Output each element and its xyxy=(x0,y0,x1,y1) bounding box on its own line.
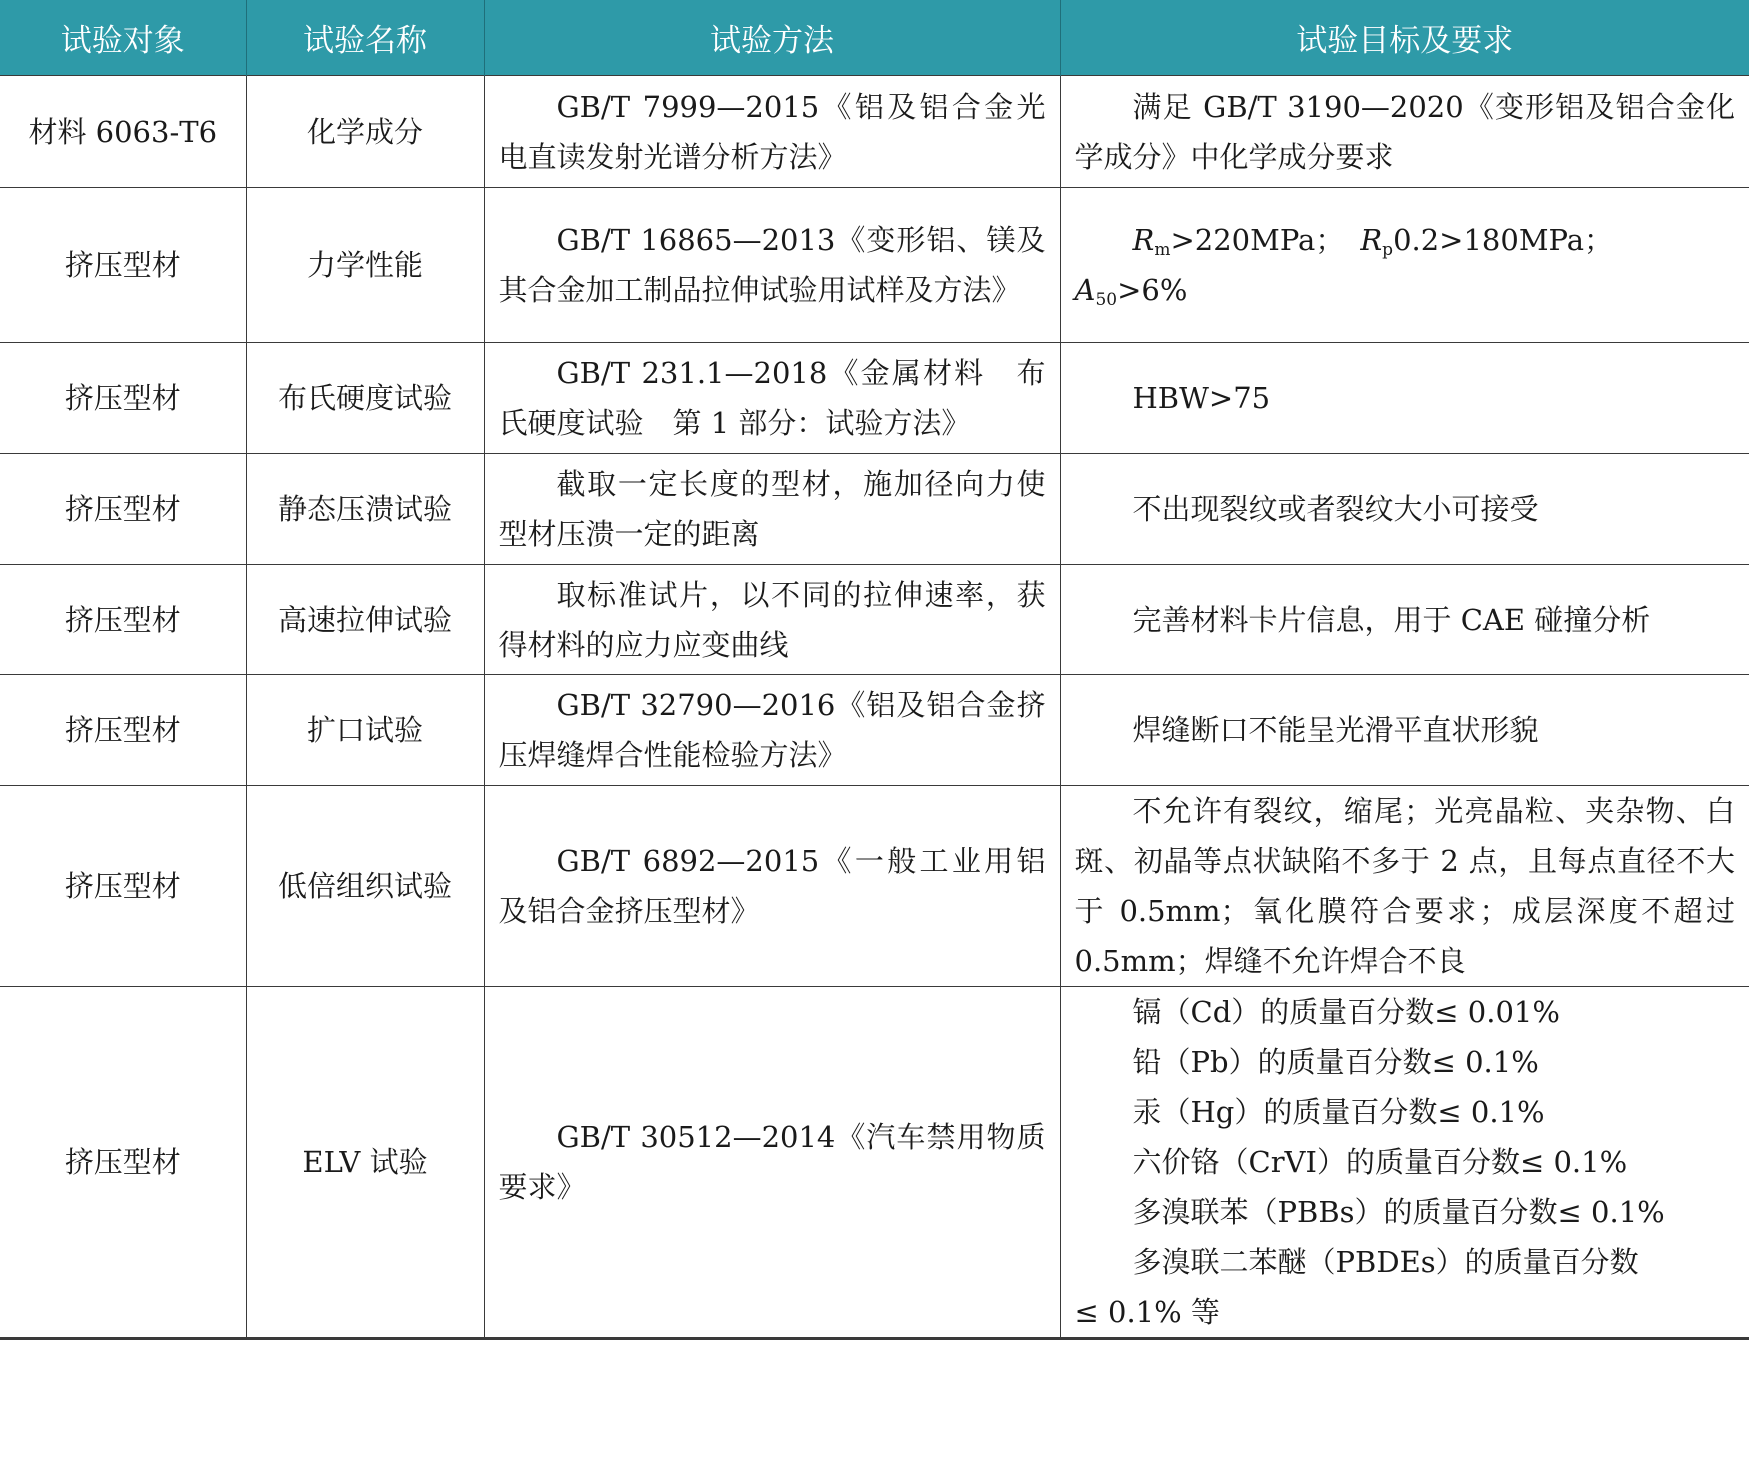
cell-target: 焊缝断口不能呈光滑平直状形貌 xyxy=(1060,675,1749,786)
cell-object: 挤压型材 xyxy=(0,675,246,786)
cell-method: GB/T 32790—2016《铝及铝合金挤压焊缝焊合性能检验方法》 xyxy=(484,675,1060,786)
cell-method: GB/T 7999—2015《铝及铝合金光电直读发射光谱分析方法》 xyxy=(484,76,1060,188)
rm-value: >220MPa； xyxy=(1170,223,1345,257)
cell-name: ELV 试验 xyxy=(246,987,484,1339)
a50-value: >6% xyxy=(1117,273,1188,307)
var-r: R xyxy=(1132,223,1155,257)
var-r: R xyxy=(1360,223,1383,257)
elv-line-pbdes: 多溴联二苯醚（PBDEs）的质量百分数 xyxy=(1132,1245,1639,1279)
sub-p: p xyxy=(1382,240,1394,260)
elv-line-hg: 汞（Hg）的质量百分数≤ 0.1% xyxy=(1132,1095,1545,1129)
elv-line-end: ≤ 0.1% 等 xyxy=(1074,1295,1220,1329)
cell-name: 低倍组织试验 xyxy=(246,786,484,987)
table-row xyxy=(0,188,1749,343)
var-a: A xyxy=(1074,273,1096,307)
cell-target: 满足 GB/T 3190—2020《变形铝及铝合金化学成分》中化学成分要求 xyxy=(1060,76,1749,188)
cell-name: 静态压溃试验 xyxy=(246,454,484,565)
header-name: 试验名称 xyxy=(246,0,484,76)
elv-line-cd: 镉（Cd）的质量百分数≤ 0.01% xyxy=(1132,995,1560,1029)
table-row xyxy=(0,675,1749,786)
header-object: 试验对象 xyxy=(0,0,246,76)
cell-target: HBW>75 xyxy=(1060,343,1749,454)
cell-target xyxy=(1060,188,1749,343)
header-method: 试验方法 xyxy=(484,0,1060,76)
cell-target: 不允许有裂纹，缩尾；光亮晶粒、夹杂物、白斑、初晶等点状缺陷不多于 2 点，且每点直径不大于 0.5mm；氧化膜符合要求；成层深度不超过 0.5mm；焊缝不允许焊合不良 xyxy=(1060,786,1749,987)
cell-object: 挤压型材 xyxy=(0,786,246,987)
cell-target xyxy=(1060,987,1749,1339)
table-row xyxy=(0,987,1749,1339)
sub-m: m xyxy=(1154,240,1171,260)
cell-object: 挤压型材 xyxy=(0,454,246,565)
cell-object: 挤压型材 xyxy=(0,343,246,454)
elv-line-pbbs: 多溴联苯（PBBs）的质量百分数≤ 0.1% xyxy=(1132,1195,1665,1229)
cell-name: 化学成分 xyxy=(246,76,484,188)
table-row xyxy=(0,76,1749,188)
cell-name: 布氏硬度试验 xyxy=(246,343,484,454)
cell-object: 挤压型材 xyxy=(0,188,246,343)
table-row xyxy=(0,343,1749,454)
cell-method: 截取一定长度的型材，施加径向力使型材压溃一定的距离 xyxy=(484,454,1060,565)
cell-object: 挤压型材 xyxy=(0,987,246,1339)
cell-target: 不出现裂纹或者裂纹大小可接受 xyxy=(1060,454,1749,565)
table-row xyxy=(0,786,1749,987)
elv-line-crvi: 六价铬（CrVI）的质量百分数≤ 0.1% xyxy=(1132,1145,1628,1179)
sub-50: 50 xyxy=(1095,290,1118,310)
cell-method: 取标准试片，以不同的拉伸速率，获得材料的应力应变曲线 xyxy=(484,565,1060,675)
header-row xyxy=(0,0,1749,76)
cell-method: GB/T 16865—2013《变形铝、镁及其合金加工制品拉伸试验用试样及方法》 xyxy=(484,188,1060,343)
cell-name: 力学性能 xyxy=(246,188,484,343)
header-target: 试验目标及要求 xyxy=(1060,0,1749,76)
cell-object: 挤压型材 xyxy=(0,565,246,675)
cell-method: GB/T 231.1—2018《金属材料 布氏硬度试验 第 1 部分：试验方法》 xyxy=(484,343,1060,454)
cell-method: GB/T 30512—2014《汽车禁用物质要求》 xyxy=(484,987,1060,1339)
cell-object: 材料 6063-T6 xyxy=(0,76,246,188)
cell-target: 完善材料卡片信息，用于 CAE 碰撞分析 xyxy=(1060,565,1749,675)
table-row xyxy=(0,454,1749,565)
cell-name: 扩口试验 xyxy=(246,675,484,786)
table-row xyxy=(0,565,1749,675)
elv-line-pb: 铅（Pb）的质量百分数≤ 0.1% xyxy=(1132,1045,1539,1079)
cell-method: GB/T 6892—2015《一般工业用铝及铝合金挤压型材》 xyxy=(484,786,1060,987)
rp-value: 0.2>180MPa； xyxy=(1393,223,1614,257)
cell-name: 高速拉伸试验 xyxy=(246,565,484,675)
